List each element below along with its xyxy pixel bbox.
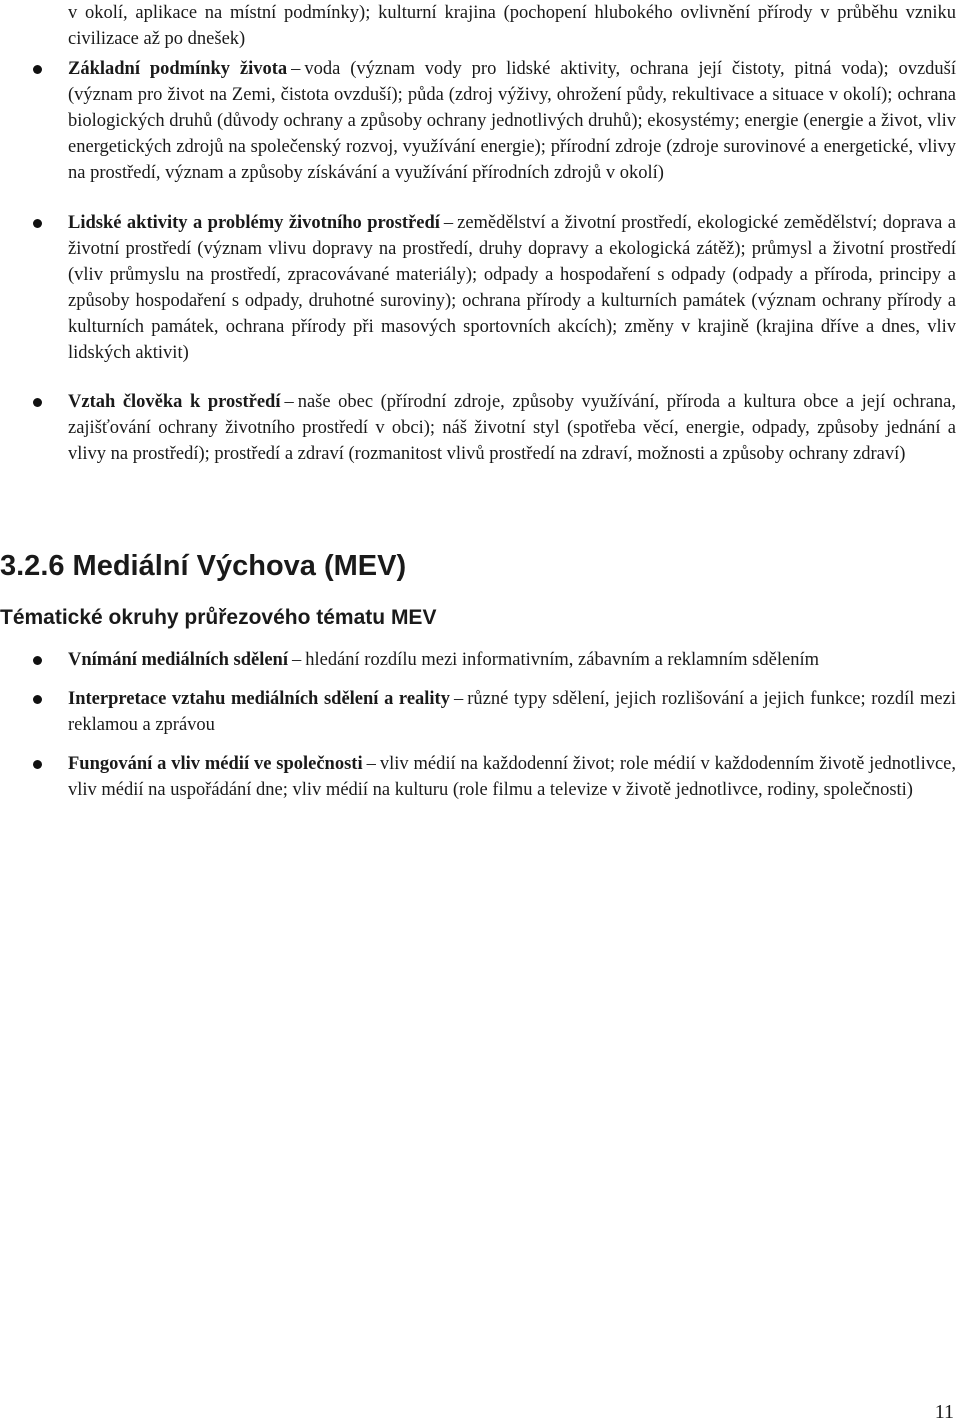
item-text: voda (význam vody pro lidské aktivity, ochrana její čistoty, pitná voda); ovzduší (význam pro život na Zemi, čistota ovzduší); půda (zdroj výživy, ohrožení půdy, rekultivace a situace v okolí); ochrana biologických druhů (důvody ochrany a způsoby ochrany jednotlivých druhů); ekosystémy; energie (energie a život, vliv energetických zdrojů na společenský rozvoj, využívání energie); přírodní zdroje (zdroje surovinové a energetické, vlivy na prostředí, význam a způsoby získávání a využívání přírodních zdrojů v okolí) (68, 59, 957, 183)
bullet-icon (33, 656, 42, 665)
list-item (0, 686, 960, 738)
list-item (0, 56, 960, 186)
topic-list-mev (0, 647, 960, 816)
list-item (0, 647, 960, 673)
topic-list-environment (0, 56, 960, 490)
bullet-icon (33, 760, 42, 769)
item-text: různé typy sdělení, jejich rozlišování a jejich funkce; rozdíl mezi reklamou a zprávou (68, 689, 956, 735)
item-term: Vztah člověka k prostředí (68, 392, 281, 412)
item-term: Interpretace vztahu mediálních sdělení a reality (68, 689, 450, 709)
item-dash: – (366, 754, 376, 774)
bullet-icon (33, 695, 42, 704)
subsection-heading: Tématické okruhy průřezového tématu MEV (0, 606, 437, 629)
item-dash: – (453, 689, 464, 709)
list-item (0, 751, 960, 803)
item-term: Základní podmínky života (68, 59, 288, 79)
item-text: vliv médií na každodenní život; role médií v každodenním životě jednotlivce, vliv médií na uspořádání dne; vliv médií na kulturu (role filmu a televize v životě jednotlivce, rodiny, společnosti) (68, 754, 957, 800)
item-text: naše obec (přírodní zdroje, způsoby využívání, příroda a kultura obce a její ochrana, zajišťování ochrany životního prostředí v obci); náš životní styl (spotřeba věcí, energie, odpady, způsoby jednání a vlivy na prostředí); prostředí a zdraví (rozmanitost vlivů prostředí na zdraví, možnosti a způsoby ochrany zdraví) (68, 392, 956, 464)
item-text: hledání rozdílu mezi informativním, zábavním a reklamním sdělením (305, 650, 819, 670)
list-item (0, 389, 960, 467)
item-dash: – (443, 213, 454, 233)
item-text: zemědělství a životní prostředí, ekologické zemědělství; doprava a životní prostředí (význam vlivu dopravy na prostředí, druhy dopravy a ekologická zátěž); průmysl a životní prostředí (vliv průmyslu na prostředí, zpracovávané materiály); odpady a hospodaření s odpady (odpady a příroda, principy a způsoby hospodaření s odpady, druhotné suroviny); ochrana přírody a kulturních památek (význam ochrany přírody a kulturních památek, ochrana přírody při masových sportovních akcích); změny v krajině (krajina dříve a dnes, vliv lidských aktivit) (68, 213, 956, 363)
item-term: Fungování a vliv médií ve společnosti (68, 754, 363, 774)
item-dash: – (291, 650, 302, 670)
page-number: 11 (934, 1401, 954, 1423)
item-dash: – (284, 392, 294, 412)
bullet-icon (33, 65, 42, 74)
bullet-icon (33, 398, 42, 407)
section-heading: 3.2.6 Mediální Výchova (MEV) (0, 550, 407, 582)
intro-paragraph: v okolí, aplikace na místní podmínky); kulturní krajina (pochopení hlubokého ovlivnění přírody v průběhu vzniku civilizace až po dnešek) (68, 3, 956, 49)
item-term: Vnímání mediálních sdělení (68, 650, 288, 670)
item-term: Lidské aktivity a problémy životního prostředí (68, 213, 440, 233)
list-item (0, 210, 960, 366)
bullet-icon (33, 219, 42, 228)
item-dash: – (291, 59, 301, 79)
